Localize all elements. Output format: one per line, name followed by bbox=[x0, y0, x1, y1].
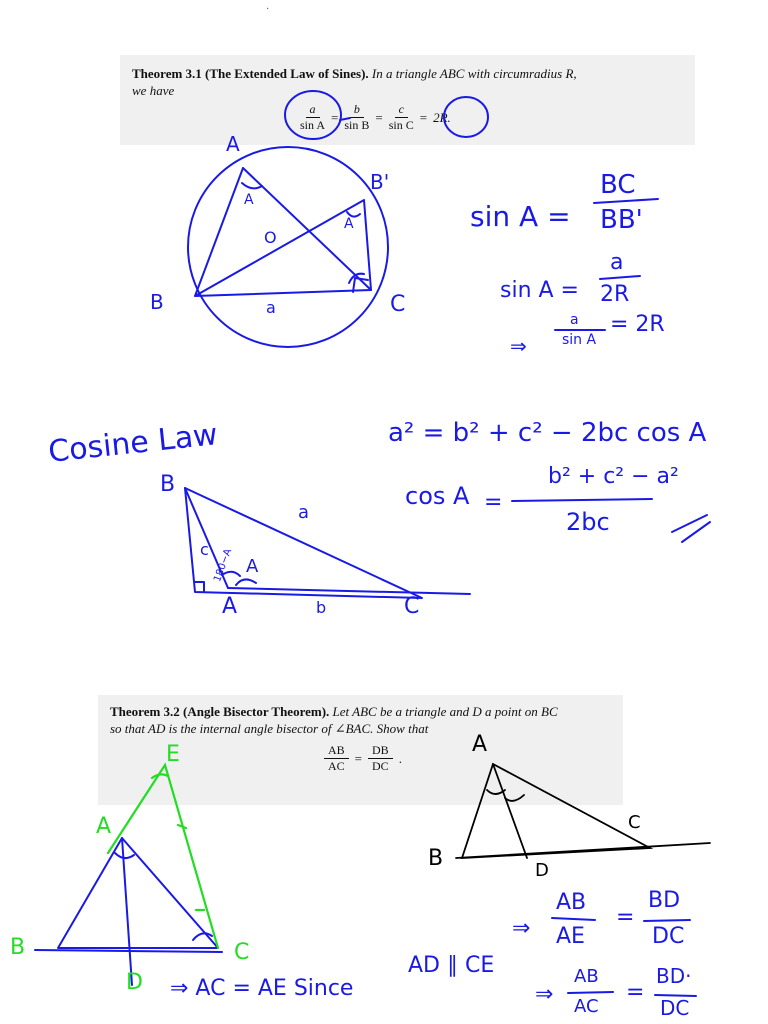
extension-lines bbox=[108, 765, 218, 948]
cosA-label: cos A bbox=[405, 482, 470, 510]
base-line bbox=[456, 843, 710, 858]
theorem-title: Theorem 3.1 (The Extended Law of Sines). bbox=[132, 66, 369, 81]
label-C: C bbox=[404, 594, 420, 619]
denominator: AE bbox=[556, 924, 585, 949]
theorem-statement-2: we have bbox=[132, 83, 175, 98]
fraction-bar bbox=[600, 276, 640, 279]
label-supplementary-angle: 180−A bbox=[212, 547, 235, 584]
fraction: $\frac{b}{\text{sin B}}$ bbox=[344, 102, 370, 132]
label-a: a bbox=[266, 298, 276, 317]
label-b: b bbox=[316, 598, 327, 617]
stray-mark: · bbox=[266, 4, 270, 15]
theorem-title: Theorem 3.2 (Angle Bisector Theorem). bbox=[110, 704, 330, 719]
denominator: BB' bbox=[600, 205, 643, 235]
label-A: A bbox=[222, 594, 238, 619]
label-D-green: D bbox=[126, 970, 143, 995]
cosine-law-heading: Cosine Law bbox=[46, 417, 220, 470]
implies-symbol: ⇒ bbox=[535, 982, 554, 1007]
theorem-statement: In a triangle ABC with circumradius R, bbox=[371, 66, 577, 81]
denominator: DC bbox=[660, 996, 690, 1020]
theorem-statement: Let ABC be a triangle and D a point on BC bbox=[332, 704, 558, 719]
label-B: B bbox=[150, 290, 164, 314]
parallel-marks bbox=[672, 515, 710, 542]
triangle-lines bbox=[462, 764, 650, 858]
denominator: AC bbox=[574, 996, 599, 1017]
numerator: BC bbox=[600, 170, 636, 200]
numerator: BD· bbox=[656, 964, 692, 988]
label-C: C bbox=[390, 292, 406, 317]
angle-arc bbox=[115, 853, 134, 858]
numerator: a bbox=[610, 250, 624, 275]
annotation-circle bbox=[285, 91, 341, 139]
triangle-lines bbox=[58, 838, 218, 948]
label-D-black: D bbox=[535, 860, 549, 881]
circumcircle bbox=[188, 147, 388, 347]
theorem-statement-2: so that AD is the internal angle bisector of ∠BAC. Show that bbox=[110, 721, 429, 736]
equal-sides-statement: ⇒ AC = AE Since bbox=[170, 976, 354, 1001]
equals-sign: = bbox=[484, 490, 503, 515]
denominator: sin A bbox=[562, 332, 597, 348]
right-angle-mark bbox=[195, 582, 204, 592]
label-angle-A: A bbox=[244, 192, 254, 208]
numerator: AB bbox=[556, 890, 587, 915]
denominator: DC bbox=[652, 924, 685, 949]
numerator: BD bbox=[648, 888, 681, 913]
label-A-black: A bbox=[472, 732, 488, 757]
base-line bbox=[35, 950, 222, 952]
label-angle-A: A bbox=[344, 216, 354, 232]
label-B-black: B bbox=[428, 846, 444, 871]
triangle-lines bbox=[195, 168, 371, 296]
implies-symbol: ⇒ bbox=[512, 916, 531, 941]
parallel-statement: AD ∥ CE bbox=[408, 953, 495, 978]
equals-sign: = bbox=[626, 980, 645, 1005]
denominator: 2bc bbox=[566, 508, 610, 536]
fraction-bar bbox=[512, 499, 652, 501]
label-C-black: C bbox=[628, 812, 641, 833]
rhs: = 2R bbox=[610, 312, 665, 337]
bisector-line bbox=[493, 764, 527, 858]
label-A-green: A bbox=[96, 814, 112, 839]
label-E: E bbox=[166, 742, 180, 767]
denominator: 2R bbox=[600, 282, 630, 307]
numerator: b² + c² − a² bbox=[548, 464, 679, 489]
fraction: $\frac{a}{\text{sin A}}$ bbox=[300, 102, 326, 132]
label-A: A bbox=[226, 132, 240, 156]
implies-symbol: ⇒ bbox=[510, 334, 527, 358]
fraction: $\frac{c}{\text{sin C}}$ bbox=[388, 102, 414, 132]
label-a: a bbox=[298, 502, 310, 523]
fraction: $\frac{DB}{DC}$ bbox=[368, 743, 393, 774]
bisector-equation: $\frac{AB}{AC}$ = $\frac{DB}{DC}$ . bbox=[324, 743, 402, 774]
numerator: a bbox=[570, 312, 579, 328]
label-B-prime: B' bbox=[370, 170, 390, 194]
label-c: c bbox=[200, 540, 209, 559]
fraction: $\frac{AB}{AC}$ bbox=[324, 743, 349, 774]
label-C-green: C bbox=[234, 940, 250, 965]
label-B-green: B bbox=[10, 935, 26, 960]
annotation-circle bbox=[444, 97, 488, 137]
label-O: O bbox=[264, 228, 277, 247]
label-angle-A: A bbox=[246, 556, 259, 577]
angle-arc bbox=[487, 790, 524, 801]
sinA-equation: sin A = bbox=[470, 200, 571, 233]
label-B: B bbox=[160, 472, 176, 497]
angle-arc bbox=[152, 774, 168, 778]
bisector-line bbox=[122, 838, 132, 985]
tick-mark bbox=[178, 825, 204, 910]
numerator: AB bbox=[574, 966, 599, 987]
sinA-equation: sin A = bbox=[500, 278, 579, 303]
cosine-formula: a² = b² + c² − 2bc cos A bbox=[388, 418, 707, 448]
law-of-sines-equation: $\frac{a}{\text{sin A}}$ = $\frac{b}{\text{sin B}}$ = $\frac{c}{\text{sin C}}$ = 2R. bbox=[300, 102, 451, 132]
equals-sign: = bbox=[616, 905, 635, 930]
